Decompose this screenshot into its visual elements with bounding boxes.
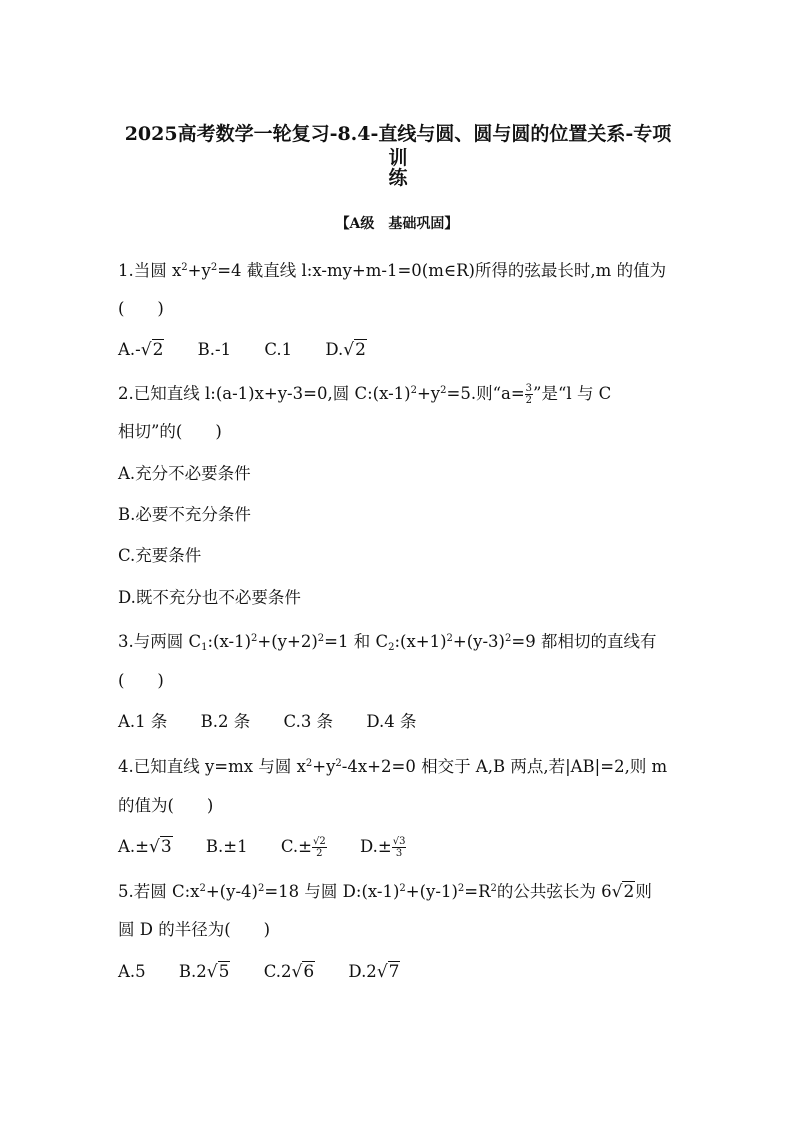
- option-d: D.± $\frac{√3}{3}$: [359, 836, 406, 859]
- question-1-options: [118, 339, 395, 361]
- option-a: A.5: [118, 962, 146, 981]
- question-5-options: [118, 961, 428, 983]
- question-3-answer-paren: ( ): [118, 671, 164, 690]
- question-1-stem: 1.当圆 $x^2+y^2=4$ 截直线 l:x-my+m-1=0(m∈R)所得的弦最长时,m 的值为: [118, 261, 667, 280]
- question-5-stem: 5.若圆 $C:x^2+(y-4)^2=18$ 与圆 $D:(x-1)^2+(y-1)^2=R^2$的公共弦长为 6√2则: [118, 882, 652, 902]
- question-5-stem-line-2: 圆 D 的半径为( ): [118, 920, 271, 939]
- option-d: D.√2: [325, 340, 366, 360]
- question-4-stem: 4.已知直线 y=mx 与圆 $x^2+y^2-4x+2=0$ 相交于 A,B 两点,若|AB|=2,则 m: [118, 757, 668, 776]
- option-a: A.1 条: [118, 712, 168, 731]
- option-a: A.±√3: [118, 837, 172, 857]
- document-title-line-2: 练: [388, 167, 408, 189]
- option-c: C.3 条: [283, 712, 334, 731]
- question-4-options: [118, 836, 434, 859]
- question-2-option-d: D.既不充分也不必要条件: [118, 588, 301, 607]
- option-b: B.-1: [197, 340, 232, 359]
- question-2-stem: 2.已知直线 l:(a-1)x+y-3=0,圆 $C:(x-1)^2+y^2=5$.则“a= $\frac{3}{2}$ ”是“l 与 C: [118, 383, 612, 406]
- option-a: A.-√2: [118, 340, 164, 360]
- question-4-stem-line-2: 的值为( ): [118, 796, 214, 815]
- option-d: D.4 条: [366, 712, 417, 731]
- question-2-stem-line-2: 相切”的( ): [118, 422, 222, 441]
- question-3-stem: 3.与两圆 $C_1:(x-1)^2+(y+2)^2=1$ 和 $C_2:(x+1)^2+(y-3)^2=9$ 都相切的直线有: [118, 632, 657, 653]
- option-c: C.2√6: [263, 962, 315, 982]
- question-2-option-a: A.充分不必要条件: [118, 464, 251, 483]
- option-c: C.1: [264, 340, 293, 359]
- document-title-line-1: 2025高考数学一轮复习-8.4-直线与圆、圆与圆的位置关系-专项训: [124, 123, 672, 169]
- section-heading: 【A级 基础巩固】: [335, 216, 459, 232]
- question-1-answer-paren: ( ): [118, 299, 164, 318]
- question-3-options: [118, 711, 444, 733]
- option-b: B.2 条: [200, 712, 251, 731]
- question-2-option-c: C.充要条件: [118, 546, 202, 565]
- option-d: D.2√7: [348, 962, 400, 982]
- option-b: B.±1: [205, 837, 248, 856]
- option-c: C.± $\frac{√2}{2}$: [280, 836, 326, 859]
- option-b: B.2√5: [178, 962, 230, 982]
- question-2-option-b: B.必要不充分条件: [118, 505, 251, 524]
